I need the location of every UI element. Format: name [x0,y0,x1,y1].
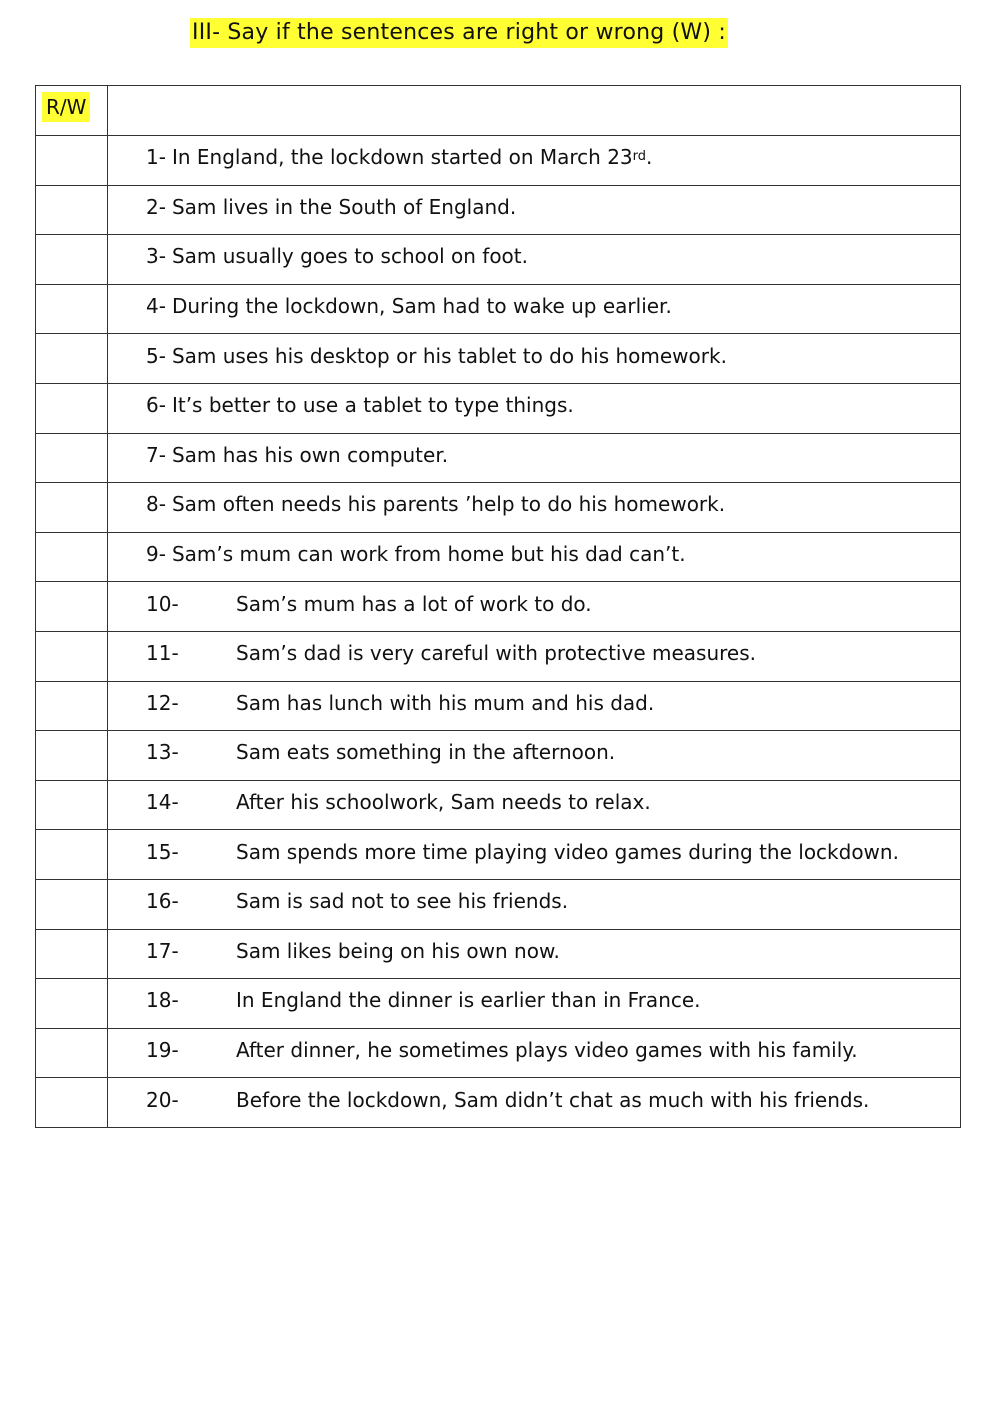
statement-number: 13- [146,740,179,765]
statement-row [36,929,961,979]
statement-cell [108,830,961,880]
answer-cell[interactable] [36,483,108,533]
statement [108,839,960,865]
statement-row [36,284,961,334]
statement-number: 18- [146,988,179,1013]
rw-header-cell [36,86,108,136]
statement-text: Sam often needs his parents ’help to do his homework. [171,492,726,517]
answer-cell[interactable] [36,1028,108,1078]
statement-number: 7- [146,442,166,467]
right-wrong-table [35,85,961,1128]
answer-cell[interactable] [36,929,108,979]
answer-cell[interactable] [36,830,108,880]
statement-cell [108,582,961,632]
statement-row [36,631,961,681]
statement-text: Sam is sad not to see his friends. [236,889,569,914]
statement-cell [108,136,961,186]
statement-text: Before the lockdown, Sam didn’t chat as much with his friends. [236,1087,870,1112]
statement-text: After his schoolwork, Sam needs to relax. [236,790,651,815]
answer-cell[interactable] [36,185,108,235]
statement-cell [108,334,961,384]
answer-cell[interactable] [36,433,108,483]
statement-number: 3- [146,244,166,269]
statement-cell [108,235,961,285]
statement-cell [108,284,961,334]
statement-text: Sam eats something in the afternoon. [236,740,616,765]
header-row [36,86,961,136]
statement [108,491,960,517]
statement-row [36,879,961,929]
statement-row [36,582,961,632]
statement-text: Sam has his own computer. [171,442,449,467]
statement-cell [108,1028,961,1078]
statement-number: 19- [146,1037,179,1062]
statement-row [36,1028,961,1078]
statement-cell [108,383,961,433]
statement-cell [108,483,961,533]
statement-number: 17- [146,938,179,963]
statement-number: 14- [146,790,179,815]
statement-cell [108,780,961,830]
statement: 1- In England, the lockdown started on March 23 rd . [146,145,653,170]
answer-cell[interactable] [36,681,108,731]
statement [108,987,960,1013]
statement-header-cell [108,86,961,136]
statement-text: Sam usually goes to school on foot. [171,244,528,269]
answer-cell[interactable] [36,979,108,1029]
statement-number: 11- [146,641,179,666]
statement-row [36,185,961,235]
statement [108,739,960,765]
answer-cell[interactable] [36,631,108,681]
statement-text: After dinner, he sometimes plays video games with his family. [236,1037,858,1062]
statement-number: 20- [146,1087,179,1112]
statement-cell [108,532,961,582]
worksheet-title: III- Say if the sentences are right or wrong (W) : [190,18,728,48]
statement-row [36,979,961,1029]
answer-cell[interactable] [36,383,108,433]
statement-text: Sam uses his desktop or his tablet to do his homework. [171,343,727,368]
statement-cell [108,681,961,731]
statement-number: 9- [146,542,166,567]
answer-cell[interactable] [36,582,108,632]
statement-row [36,731,961,781]
statement-punctuation: . [646,145,653,170]
statement-row [36,483,961,533]
statement-number: 12- [146,690,179,715]
statement [108,541,960,567]
statement-number: 10- [146,591,179,616]
statement-text: Sam’s mum has a lot of work to do. [236,591,592,616]
statement-row [36,433,961,483]
statement-text: Sam has lunch with his mum and his dad. [236,690,655,715]
statement [108,690,960,716]
answer-cell[interactable] [36,1078,108,1128]
statement [108,888,960,914]
statement [108,938,960,964]
statement [108,343,960,369]
statement [108,392,960,418]
statement-text: Sam’s mum can work from home but his dad can’t. [171,542,686,567]
statement [108,591,960,617]
statement-number: 1- [146,145,166,170]
answer-cell[interactable] [36,780,108,830]
statement-row [36,681,961,731]
statement [108,243,960,269]
answer-cell[interactable] [36,532,108,582]
statement [108,789,960,815]
statement-cell [108,185,961,235]
statement [108,194,960,220]
statement-row [36,780,961,830]
statement-cell [108,433,961,483]
statement-number: 4- [146,294,166,319]
rw-header-label: R/W [42,92,90,122]
statement-text: In England, the lockdown started on March 23 [171,145,633,170]
statement-cell [108,1078,961,1128]
statement-number: 5- [146,343,166,368]
answer-cell[interactable] [36,284,108,334]
statement [108,1037,960,1063]
statement-row [36,1078,961,1128]
statement-number: 15- [146,839,179,864]
statement [108,640,960,666]
statement-row [36,235,961,285]
statement-cell [108,929,961,979]
statement-row [36,136,961,186]
statement-row [36,383,961,433]
statement-text: Sam’s dad is very careful with protective measures. [236,641,756,666]
statement-cell [108,631,961,681]
answer-cell[interactable] [36,879,108,929]
statement-text: In England the dinner is earlier than in France. [236,988,701,1013]
statement-number: 8- [146,492,166,517]
statement [108,442,960,468]
statement-number: 2- [146,194,166,219]
statement-row [36,334,961,384]
statement-text: Sam spends more time playing video games during the lockdown. [236,839,899,864]
answer-cell[interactable] [36,731,108,781]
answer-cell[interactable] [36,334,108,384]
statement-number: 6- [146,393,166,418]
statement-text: Sam lives in the South of England. [171,194,517,219]
answer-cell[interactable] [36,235,108,285]
statement-text: It’s better to use a tablet to type things. [171,393,574,418]
statement-cell [108,979,961,1029]
statement-text: Sam likes being on his own now. [236,938,560,963]
statement-row [36,830,961,880]
statement-text: During the lockdown, Sam had to wake up earlier. [171,294,672,319]
statement [108,1087,960,1113]
statement-cell [108,879,961,929]
answer-cell[interactable] [36,136,108,186]
statement-number: 16- [146,889,179,914]
statement [108,293,960,319]
statement-cell [108,731,961,781]
statement-row [36,532,961,582]
